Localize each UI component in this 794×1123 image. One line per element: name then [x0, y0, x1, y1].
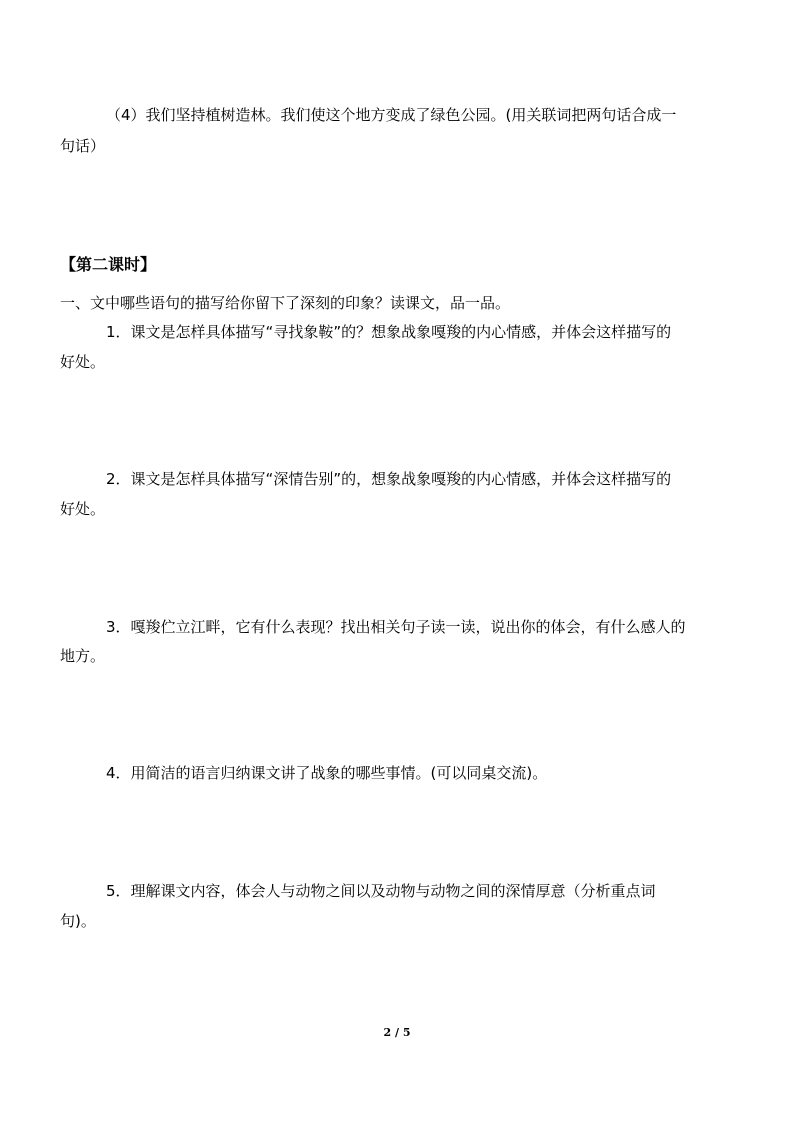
item-1-line-1: 1．课文是怎样具体描写“寻找象鞍”的？想象战象嘎羧的内心情感，并体会这样描写的	[106, 323, 672, 341]
item-5-line-1: 5．理解课文内容，体会人与动物之间以及动物与动物之间的深情厚意（分析重点词	[106, 882, 656, 900]
item-3-line-1: 3．嘎羧伫立江畔，它有什么表现？找出相关句子读一读，说出你的体会，有什么感人的	[106, 618, 686, 636]
item-2-line-2: 好处。	[60, 500, 106, 518]
section-title: 【第二课时】	[60, 255, 157, 274]
question-4-line-1: （4）我们坚持植树造林。我们使这个地方变成了绿色公园。(用关联词把两句话合成一	[106, 106, 677, 124]
item-2-line-1: 2．课文是怎样具体描写“深情告别”的，想象战象嘎羧的内心情感，并体会这样描写的	[106, 470, 672, 488]
item-5-line-2: 句)。	[60, 912, 96, 930]
question-4-line-2: 句话）	[60, 137, 106, 155]
item-3-line-2: 地方。	[60, 647, 106, 665]
page-number: 2 / 5	[383, 1026, 411, 1039]
item-4-line-1: 4．用简洁的语言归纳课文讲了战象的哪些事情。(可以同桌交流)。	[106, 764, 548, 782]
part-one-heading: 一、文中哪些语句的描写给你留下了深刻的印象？读课文，品一品。	[60, 294, 511, 312]
item-1-line-2: 好处。	[60, 353, 106, 371]
